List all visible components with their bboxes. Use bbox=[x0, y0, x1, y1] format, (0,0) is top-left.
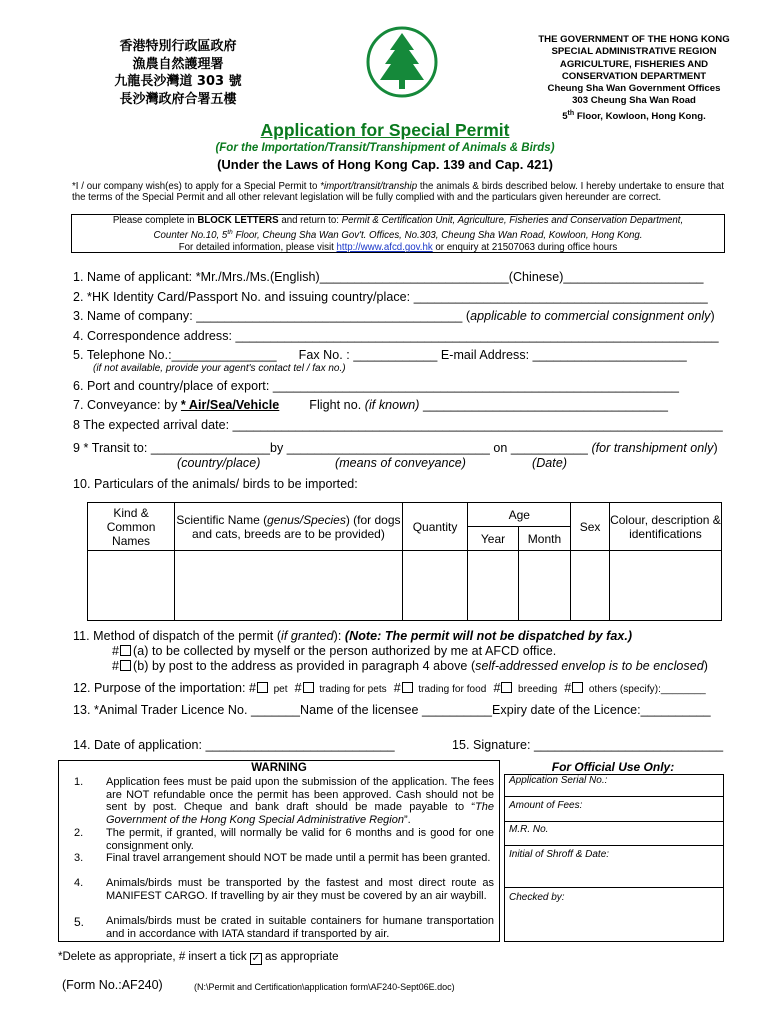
intro-paragraph: *I / our company wish(es) to apply for a Special Permit to *import/transit/tranship the animals & birds described below. I hereby undertake to ensure that the terms of the Special Permit and all other relevant legislation will be fully complied with and the particulars given hereunder are correct. bbox=[72, 181, 724, 203]
document-path: (N:\Permit and Certification\application form\AF240-Sept06E.doc) bbox=[194, 982, 455, 992]
warning-num-4: 4. bbox=[74, 877, 84, 889]
field-13-licence[interactable]: 13. *Animal Trader Licence No. _______Name of the licensee __________Expiry date of the Licence:__________ bbox=[73, 703, 711, 717]
col-age: Age bbox=[468, 503, 571, 527]
english-line-floor: 5th Floor, Kowloon, Hong Kong. bbox=[562, 109, 706, 122]
chinese-line: 九龍長沙灣道 303 號 bbox=[114, 74, 242, 89]
official-shroff: Initial of Shroff & Date: bbox=[505, 846, 723, 888]
field-1-applicant-name[interactable]: 1. Name of applicant: *Mr./Mrs./Ms.(English)___________________________(Chinese)____________________ bbox=[73, 270, 704, 284]
warning-title: WARNING bbox=[251, 762, 307, 774]
cell-kind[interactable] bbox=[88, 551, 175, 621]
form-subtitle: (For the Importation/Transit/Transhipment of Animals & Birds) bbox=[215, 142, 555, 154]
dispatch-option-b[interactable]: # (b) by post to the address as provided in paragraph 4 above (self-addressed envelop is to be enclosed) bbox=[112, 659, 708, 673]
checkbox-breeding[interactable] bbox=[501, 682, 512, 693]
field-11-dispatch: 11. Method of dispatch of the permit (if granted): (Note: The permit will not be dispatched by fax.) bbox=[73, 629, 633, 643]
form-title: Application for Special Permit bbox=[260, 120, 510, 140]
english-line: AGRICULTURE, FISHERIES AND bbox=[559, 58, 709, 70]
warning-num-3: 3. bbox=[74, 852, 84, 864]
chinese-line: 漁農自然護理署 bbox=[132, 56, 224, 72]
warning-num-1: 1. bbox=[74, 776, 84, 788]
cell-scientific[interactable] bbox=[175, 551, 403, 621]
delete-note: *Delete as appropriate, # insert a tick ✓ as appropriate bbox=[58, 951, 339, 964]
official-amount-fees: Amount of Fees: bbox=[505, 797, 723, 822]
cell-year[interactable] bbox=[468, 551, 518, 621]
dispatch-option-a[interactable]: # (a) to be collected by myself or the person authorized by me at AFCD office. bbox=[112, 644, 557, 658]
warning-num-5: 5. bbox=[74, 915, 85, 929]
cell-colour[interactable] bbox=[609, 551, 721, 621]
checkbox-others[interactable] bbox=[572, 682, 583, 693]
official-mr-no: M.R. No. bbox=[505, 822, 723, 846]
checkbox-collect[interactable] bbox=[120, 645, 131, 656]
tick-checkbox-icon: ✓ bbox=[251, 953, 260, 964]
col-colour: Colour, description & identifications bbox=[609, 503, 721, 551]
warning-text-1: Application fees must be paid upon the submission of the application. The fees are NOT refundable once the permit has been approved. Cash should not be sent by post. Cheque and bank draft should be made payable to “The Government of the Hong Kong Special Administrative Region”. bbox=[106, 776, 494, 826]
chinese-line: 長沙灣政府合署五樓 bbox=[119, 91, 237, 107]
instructions-line-1: Please complete in BLOCK LETTERS and return to: Permit & Certification Unit, Agriculture, Fisheries and Conservation Department, bbox=[112, 215, 684, 226]
table-entry-row[interactable] bbox=[88, 551, 722, 621]
instructions-line-2: Counter No.10, 5th Floor, Cheung Sha Wan Gov't. Offices, No.303, Cheung Sha Wan Road, Kowloon, Hong Kong. bbox=[153, 229, 643, 242]
chinese-address-block bbox=[108, 38, 248, 108]
col-age-year: Year bbox=[468, 527, 518, 551]
col-kind: Kind & Common Names bbox=[88, 503, 175, 551]
instructions-box bbox=[71, 214, 725, 253]
col-sex: Sex bbox=[571, 503, 610, 551]
warning-text-4: Animals/birds must be transported by the fastest and most direct route as MANIFEST CARGO. If travelling by air they must be covered by an air waybill. bbox=[106, 877, 494, 902]
field-2-id-passport[interactable]: 2. *HK Identity Card/Passport No. and issuing country/place: __________________________________________ bbox=[73, 290, 708, 304]
field-5-note: (if not available, provide your agent's contact tel / fax no.) bbox=[93, 363, 346, 374]
form-laws-line: (Under the Laws of Hong Kong Cap. 139 and Cap. 421) bbox=[217, 157, 553, 172]
afcd-website-link[interactable]: http://www.afcd.gov.hk bbox=[336, 242, 433, 254]
checkbox-pet[interactable] bbox=[257, 682, 268, 693]
english-line: 303 Cheung Sha Wan Road bbox=[572, 95, 696, 107]
english-line: Cheung Sha Wan Government Offices bbox=[547, 83, 721, 95]
official-serial-no: Application Serial No.: bbox=[505, 775, 723, 797]
animals-particulars-table bbox=[87, 502, 722, 621]
warning-text-3: Final travel arrangement should NOT be made until a permit has been granted. bbox=[106, 852, 491, 864]
afcd-tree-logo bbox=[366, 26, 438, 98]
field-8-arrival-date[interactable]: 8 The expected arrival date: ______________________________________________________________________ bbox=[73, 418, 723, 432]
warning-text-2: The permit, if granted, will normally be valid for 6 months and is good for one consignment only. bbox=[106, 827, 494, 852]
field-4-address[interactable]: 4. Correspondence address: _____________________________________________________________________ bbox=[73, 329, 719, 343]
cell-month[interactable] bbox=[518, 551, 571, 621]
col-scientific-name: Scientific Name (genus/Species) (for dogs and cats, breeds are to be provided) bbox=[175, 503, 403, 551]
field-7-conveyance[interactable]: 7. Conveyance: by * Air/Sea/Vehicle Flight no. (if known) ___________________________________ bbox=[73, 398, 669, 412]
field-9-label-date: (Date) bbox=[532, 456, 568, 470]
checkbox-post[interactable] bbox=[120, 660, 131, 671]
official-use-title: For Official Use Only: bbox=[551, 760, 675, 774]
field-14-date-application[interactable]: 14. Date of application: ___________________________ bbox=[73, 738, 395, 752]
field-3-company-name[interactable]: 3. Name of company: ______________________________________ (applicable to commercial consignment only) bbox=[73, 309, 715, 323]
english-address-block bbox=[520, 34, 748, 123]
chinese-line: 香港特別行政區政府 bbox=[119, 39, 237, 54]
field-9-label-country: (country/place) bbox=[177, 456, 261, 470]
tree-logo-icon bbox=[366, 26, 438, 98]
english-line: SPECIAL ADMINISTRATIVE REGION bbox=[551, 46, 717, 58]
warning-box bbox=[58, 760, 500, 942]
col-quantity: Quantity bbox=[402, 503, 468, 551]
field-6-port-export[interactable]: 6. Port and country/place of export: __________________________________________________________ bbox=[73, 379, 679, 393]
field-9-transit[interactable]: 9 * Transit to: _________________by _____________________________ on ___________ (for transhipment only) bbox=[73, 441, 718, 455]
checkbox-trading-pets[interactable] bbox=[303, 682, 314, 693]
warning-num-2: 2. bbox=[74, 827, 84, 839]
col-age-month: Month bbox=[518, 527, 571, 551]
field-15-signature[interactable]: 15. Signature: ___________________________ bbox=[452, 738, 724, 752]
official-use-box bbox=[504, 774, 724, 942]
form-number: (Form No.:AF240) bbox=[62, 978, 163, 992]
english-line: CONSERVATION DEPARTMENT bbox=[561, 70, 707, 82]
cell-sex[interactable] bbox=[571, 551, 610, 621]
field-9-label-conveyance: (means of conveyance) bbox=[335, 456, 466, 470]
warning-text-5: Animals/birds must be crated in suitable containers for humane transportation and in accordance with IATA standard if transported by air. bbox=[106, 915, 494, 940]
instructions-line-3: For detailed information, please visit http://www.afcd.gov.hk or enquiry at 21507063 during office hours bbox=[178, 242, 618, 254]
field-12-purpose: 12. Purpose of the importation: # pet # trading for pets # trading for food # breeding # others (specify):________ bbox=[73, 681, 706, 695]
official-checked-by: Checked by: bbox=[509, 892, 565, 903]
cell-quantity[interactable] bbox=[402, 551, 468, 621]
field-5-contact[interactable]: 5. Telephone No.:_______________ Fax No. : ____________ E-mail Address: ______________________ bbox=[73, 348, 687, 362]
checkbox-trading-food[interactable] bbox=[402, 682, 413, 693]
field-10-particulars: 10. Particulars of the animals/ birds to be imported: bbox=[73, 477, 358, 491]
english-line: THE GOVERNMENT OF THE HONG KONG bbox=[538, 34, 730, 45]
